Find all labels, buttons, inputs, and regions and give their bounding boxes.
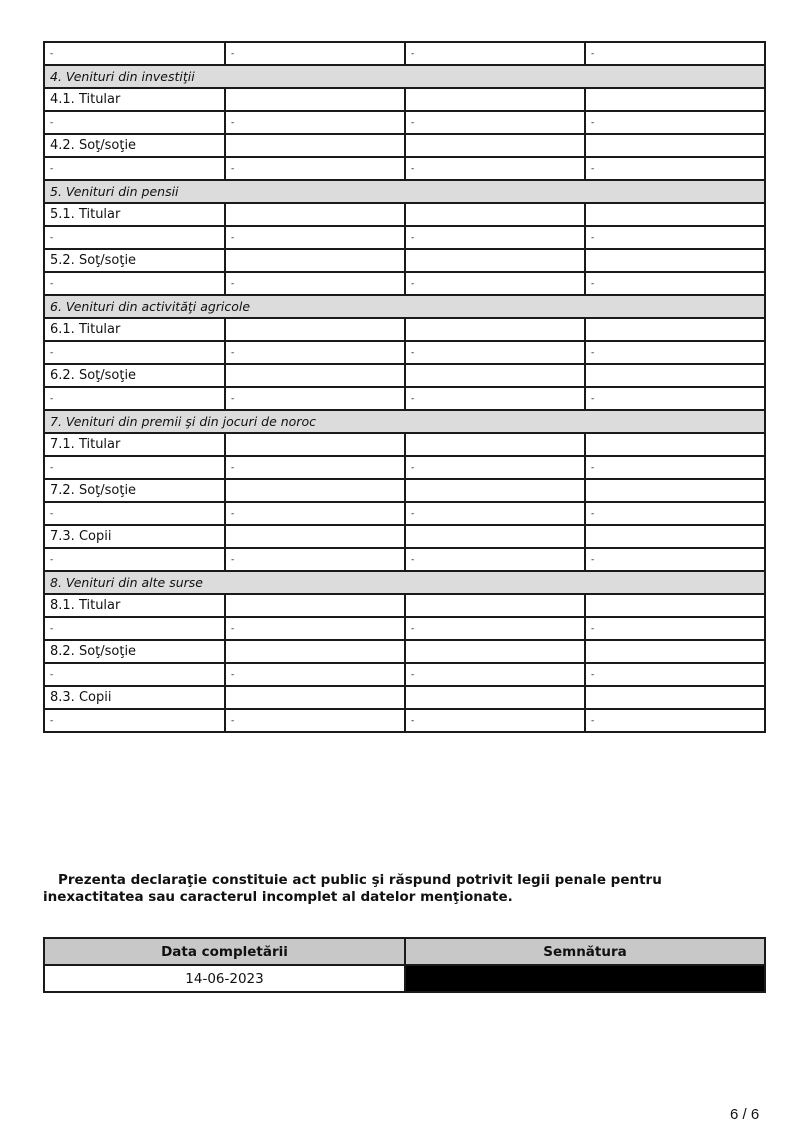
table-cell: - [585, 502, 765, 525]
empty-cell [585, 433, 765, 456]
table-cell: - [225, 617, 405, 640]
subsection-row [44, 525, 765, 548]
subsection-label: 5.1. Titular [44, 203, 225, 226]
date-value: 14-06-2023 [44, 965, 405, 992]
table-cell: - [44, 548, 225, 571]
table-cell: - [225, 272, 405, 295]
subsection-row [44, 88, 765, 111]
empty-cell [585, 203, 765, 226]
section-title: 6. Venituri din activităţi agricole [44, 295, 765, 318]
table-cell: - [44, 157, 225, 180]
subsection-row [44, 318, 765, 341]
section-title: 4. Venituri din investiţii [44, 65, 765, 88]
subsection-label: 4.1. Titular [44, 88, 225, 111]
table-cell: - [44, 226, 225, 249]
subsection-label: 8.1. Titular [44, 594, 225, 617]
table-cell: - [405, 663, 585, 686]
table-cell: - [405, 157, 585, 180]
table-row [44, 709, 765, 732]
table-cell: - [405, 272, 585, 295]
page-number: 6 / 6 [730, 1106, 760, 1123]
subsection-row [44, 364, 765, 387]
subsection-row [44, 479, 765, 502]
empty-cell [585, 479, 765, 502]
empty-cell [405, 686, 585, 709]
subsection-label: 4.2. Soţ/soţie [44, 134, 225, 157]
subsection-row [44, 640, 765, 663]
table-cell: - [585, 617, 765, 640]
subsection-label: 6.1. Titular [44, 318, 225, 341]
empty-cell [225, 318, 405, 341]
table-cell: - [44, 111, 225, 134]
table-cell: - [405, 387, 585, 410]
table-cell: - [405, 341, 585, 364]
signature-table [43, 937, 766, 993]
signature-redacted [405, 965, 765, 992]
table-cell: - [585, 111, 765, 134]
table-cell: - [225, 341, 405, 364]
table-row [44, 617, 765, 640]
empty-cell [585, 364, 765, 387]
table-cell: - [44, 42, 225, 65]
subsection-row [44, 203, 765, 226]
table-row [44, 663, 765, 686]
section-title: 7. Venituri din premii şi din jocuri de noroc [44, 410, 765, 433]
table-cell: - [405, 456, 585, 479]
table-row [44, 157, 765, 180]
table-cell: - [44, 341, 225, 364]
table-cell: - [405, 226, 585, 249]
section-title: 8. Venituri din alte surse [44, 571, 765, 594]
declaration-statement [43, 872, 764, 906]
empty-cell [405, 203, 585, 226]
table-row [44, 341, 765, 364]
table-cell: - [585, 341, 765, 364]
table-cell: - [585, 456, 765, 479]
empty-cell [405, 249, 585, 272]
table-cell: - [225, 548, 405, 571]
empty-cell [405, 479, 585, 502]
section-header-row [44, 295, 765, 318]
empty-cell [405, 433, 585, 456]
table-cell: - [225, 387, 405, 410]
subsection-row [44, 249, 765, 272]
table-cell: - [225, 502, 405, 525]
table-cell: - [225, 157, 405, 180]
subsection-label: 8.3. Copii [44, 686, 225, 709]
empty-cell [405, 318, 585, 341]
empty-cell [405, 364, 585, 387]
empty-cell [225, 640, 405, 663]
subsection-row [44, 433, 765, 456]
date-header: Data completării [44, 938, 405, 965]
table-cell: - [405, 548, 585, 571]
table-cell: - [585, 42, 765, 65]
table-cell: - [225, 42, 405, 65]
empty-cell [225, 249, 405, 272]
empty-cell [225, 525, 405, 548]
table-cell: - [405, 617, 585, 640]
table-row [44, 42, 765, 65]
empty-cell [585, 134, 765, 157]
section-header-row [44, 410, 765, 433]
table-cell: - [44, 617, 225, 640]
table-row [44, 387, 765, 410]
subsection-row [44, 134, 765, 157]
statement-text: Prezenta declaraţie constituie act public şi răspund potrivit legii penale pentru inexactitatea sau caracterul incomplet al datelor menţionate. [43, 872, 662, 905]
table-row [44, 456, 765, 479]
empty-cell [585, 594, 765, 617]
empty-cell [225, 203, 405, 226]
table-cell: - [44, 387, 225, 410]
empty-cell [585, 318, 765, 341]
table-cell: - [225, 111, 405, 134]
table-cell: - [405, 709, 585, 732]
income-table [43, 41, 766, 733]
subsection-label: 6.2. Soţ/soţie [44, 364, 225, 387]
section-header-row [44, 180, 765, 203]
section-title: 5. Venituri din pensii [44, 180, 765, 203]
table-cell: - [225, 663, 405, 686]
table-cell: - [585, 663, 765, 686]
empty-cell [225, 364, 405, 387]
empty-cell [405, 594, 585, 617]
subsection-label: 7.2. Soţ/soţie [44, 479, 225, 502]
table-cell: - [225, 709, 405, 732]
empty-cell [225, 88, 405, 111]
subsection-label: 5.2. Soţ/soţie [44, 249, 225, 272]
section-header-row [44, 571, 765, 594]
signature-header-row [44, 938, 765, 965]
subsection-row [44, 594, 765, 617]
empty-cell [225, 134, 405, 157]
empty-cell [405, 640, 585, 663]
table-row [44, 548, 765, 571]
table-cell: - [585, 272, 765, 295]
table-cell: - [44, 456, 225, 479]
table-row [44, 272, 765, 295]
section-header-row [44, 65, 765, 88]
table-cell: - [225, 456, 405, 479]
income-table-body [44, 42, 765, 732]
subsection-label: 7.1. Titular [44, 433, 225, 456]
table-cell: - [585, 226, 765, 249]
table-cell: - [44, 502, 225, 525]
table-cell: - [585, 387, 765, 410]
signature-value-row [44, 965, 765, 992]
subsection-label: 8.2. Soţ/soţie [44, 640, 225, 663]
table-cell: - [405, 502, 585, 525]
empty-cell [225, 686, 405, 709]
empty-cell [405, 88, 585, 111]
empty-cell [585, 686, 765, 709]
empty-cell [585, 640, 765, 663]
table-row [44, 226, 765, 249]
table-row [44, 111, 765, 134]
empty-cell [585, 88, 765, 111]
empty-cell [405, 525, 585, 548]
table-cell: - [405, 111, 585, 134]
signature-header: Semnătura [405, 938, 765, 965]
empty-cell [405, 134, 585, 157]
table-cell: - [585, 157, 765, 180]
empty-cell [225, 479, 405, 502]
empty-cell [225, 433, 405, 456]
empty-cell [225, 594, 405, 617]
table-row [44, 502, 765, 525]
table-cell: - [44, 709, 225, 732]
table-cell: - [44, 272, 225, 295]
table-cell: - [44, 663, 225, 686]
subsection-label: 7.3. Copii [44, 525, 225, 548]
empty-cell [585, 525, 765, 548]
table-cell: - [585, 548, 765, 571]
table-cell: - [585, 709, 765, 732]
table-cell: - [405, 42, 585, 65]
subsection-row [44, 686, 765, 709]
empty-cell [585, 249, 765, 272]
table-cell: - [225, 226, 405, 249]
